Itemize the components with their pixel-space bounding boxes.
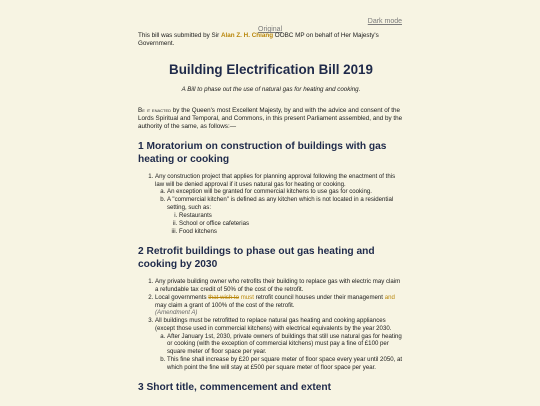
section-2-list (138, 278, 404, 371)
s1-item1b-text: A "commercial kitchen" is defined as any kitchen which is not located in a residential setting, such as: (167, 196, 394, 212)
enacting-rest: by the Queen's most Excellent Majesty, by and with the advice and consent of the Lords Spiritual and Temporal, and Commons, in this present Parliament assembled, and by the authority of the same, as follows:— (138, 106, 403, 131)
bill-subtitle: A Bill to phase out the use of natural gas for heating and cooking. (181, 85, 361, 93)
list-item (155, 173, 404, 235)
original-link[interactable]: Original (258, 26, 283, 33)
inserted-text: must (240, 294, 254, 302)
submission-note (138, 32, 404, 48)
s2-item3-text: All buildings must be retrofitted to replace natural gas heating and cooking appliances (except those used in commercial kitchens) with electrical equivalents by the year 2030. (155, 317, 392, 333)
section-1-heading: 1 Moratorium on construction of buildings with gas heating or cooking (138, 141, 387, 165)
kitchen-examples (167, 212, 404, 236)
bill-document (138, 32, 404, 406)
list-item: ii. School or office cafeterias (179, 220, 404, 228)
section-1-list (138, 173, 404, 235)
list-item: i. Restaurants (179, 212, 404, 220)
list-item (155, 317, 404, 371)
enacting-formula (138, 107, 404, 132)
intro-before: This bill was submitted by Sir (138, 32, 221, 39)
s2-item2-b: retrofit council houses under their management (253, 294, 385, 302)
enacting-lead: Be it enacted (138, 106, 172, 114)
s2-item2-a: Local governments (155, 294, 209, 302)
list-item (167, 196, 404, 235)
list-item: iii. Food kitchens (179, 228, 404, 236)
deleted-text: that wish to (208, 294, 240, 302)
topbar (368, 10, 402, 28)
section-2-sublist (155, 333, 404, 372)
section-1 (138, 141, 404, 235)
mp-name: Alan Z. H. Chiang (220, 32, 274, 39)
inserted-text: and (384, 294, 395, 302)
section-3 (138, 382, 404, 394)
list-item: b. This fine shall increase by £20 per square meter of floor space every year until 2050, at which point the fine will stay at £500 per square meter of floor space per year. (167, 356, 404, 371)
section-3-heading: 3 Short title, commencement and extent (138, 382, 332, 394)
bill-title: Building Electrification Bill 2019 (169, 61, 373, 77)
section-2-heading: 2 Retrofit buildings to phase out gas heating and cooking by 2030 (138, 246, 375, 270)
list-item: 1. Any private building owner who retrofits their building to replace gas with electric may claim a refundable tax credit of 50% of the cost of the retrofit. (155, 278, 404, 293)
s2-item2-c: may claim a grant of 100% of the cost of the retrofit. (155, 301, 295, 309)
list-item: a. An exception will be granted for commercial kitchens to use gas for cooking. (167, 188, 404, 196)
list-item: a. After January 1st, 2030, private owners of buildings that still use natural gas for heating or cooking (with the exception of commercial kitchens) must pay a fine of £100 per square meter of floor space per year. (167, 333, 404, 356)
section-1-sublist (155, 188, 404, 235)
dark-mode-link[interactable]: Dark mode (367, 18, 402, 25)
intro-after: OOBC MP on behalf of Her Majesty's Government. (138, 32, 379, 47)
section-2 (138, 246, 404, 371)
s1-item1-text: Any construction project that applies for planning approval following the enactment of this law will be denied approval if it uses natural gas for heating or cooking. (155, 173, 396, 188)
list-item (155, 294, 404, 317)
amendment-note: (Amendment A) (155, 309, 198, 317)
